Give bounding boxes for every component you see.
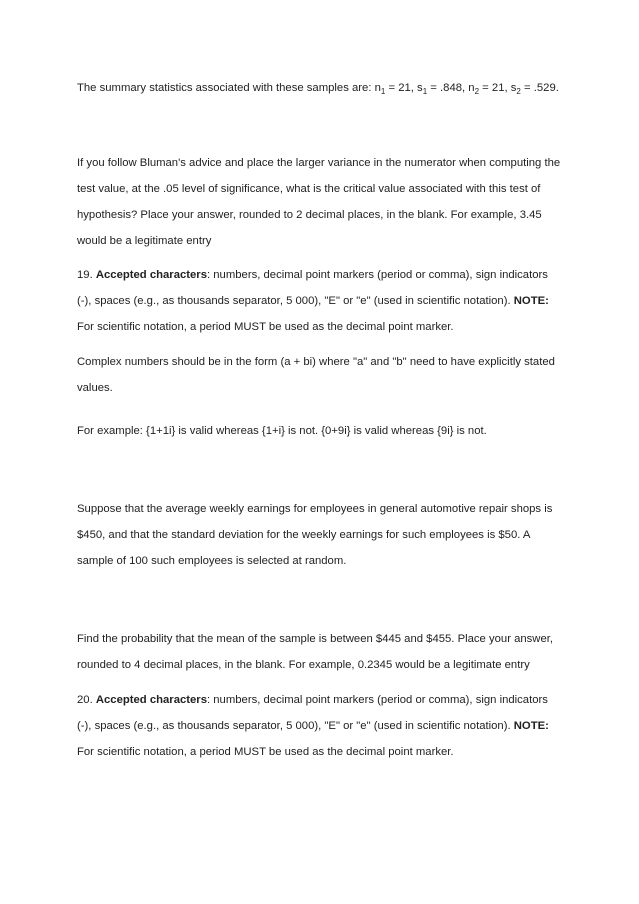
q19-rules-line-3: For scientific notation, a period MUST be used as the decimal point marker. bbox=[77, 321, 454, 333]
s2-subscript: 2 bbox=[516, 87, 521, 96]
q19-prompt-line-4: would be a legitimate entry bbox=[77, 235, 212, 247]
q19-note-label: NOTE: bbox=[513, 295, 549, 307]
q20-accepted-label: Accepted characters bbox=[95, 694, 207, 706]
q20-number: 20. bbox=[77, 694, 96, 706]
q20-prompt-line-1: Find the probability that the mean of the sample is between $445 and $455. Place your answer, bbox=[77, 633, 554, 645]
q20-rules-text: : numbers, decimal point markers (period or comma), sign indicators bbox=[207, 694, 548, 706]
summary-statistics-line bbox=[77, 75, 577, 101]
n1-subscript: 1 bbox=[380, 87, 386, 96]
q19-prompt-line-1: If you follow Bluman's advice and place the larger variance in the numerator when computing the bbox=[77, 157, 561, 169]
q20-context-line-1: Suppose that the average weekly earnings for employees in general automotive repair shops is bbox=[77, 503, 553, 515]
q20-rules-text-2: (-), spaces (e.g., as thousands separator, 5 000), "E" or "e" (used in scientific notation). bbox=[77, 720, 514, 732]
q19-prompt-line-3: hypothesis? Place your answer, rounded to 2 decimal places, in the blank. For example, 3.45 bbox=[77, 209, 542, 221]
q20-rules-line-1 bbox=[77, 687, 577, 713]
q20-note-label: NOTE: bbox=[513, 720, 549, 732]
q20-context-line-3: sample of 100 such employees is selected at random. bbox=[77, 555, 347, 567]
q19-rules-line-2 bbox=[77, 288, 577, 314]
complex-example: For example: {1+1i} is valid whereas {1+i} is not. {0+9i} is valid whereas {9i} is not. bbox=[77, 425, 487, 437]
q20-rules-line-2 bbox=[77, 713, 577, 739]
q19-accepted-label: Accepted characters bbox=[95, 269, 207, 281]
q19-rules-text-2: (-), spaces (e.g., as thousands separator, 5 000), "E" or "e" (used in scientific notation). bbox=[77, 295, 514, 307]
q19-prompt-line-2: test value, at the .05 level of significance, what is the critical value associated with this test of bbox=[77, 183, 541, 195]
n2-subscript: 2 bbox=[474, 87, 480, 96]
q19-rules-text: : numbers, decimal point markers (period or comma), sign indicators bbox=[207, 269, 548, 281]
complex-line-2: values. bbox=[77, 382, 113, 394]
s1-subscript: 1 bbox=[422, 87, 428, 96]
q20-context-line-2: $450, and that the standard deviation for the weekly earnings for such employees is $50. A bbox=[77, 529, 531, 541]
n2-value: = 21, s bbox=[479, 82, 517, 94]
n1-value: = 21, s bbox=[385, 82, 423, 94]
q20-rules-line-3: For scientific notation, a period MUST be used as the decimal point marker. bbox=[77, 746, 454, 758]
q20-prompt-line-2: rounded to 4 decimal places, in the blank. For example, 0.2345 would be a legitimate entry bbox=[77, 659, 530, 671]
s1-value: = .848, n bbox=[427, 82, 475, 94]
q19-number: 19. bbox=[77, 269, 96, 281]
summary-prefix: The summary statistics associated with these samples are: n bbox=[77, 82, 381, 94]
complex-line-1: Complex numbers should be in the form (a + bi) where "a" and "b" need to have explicitly stated bbox=[77, 356, 555, 368]
s2-value: = .529. bbox=[520, 82, 559, 94]
q19-rules-line-1 bbox=[77, 262, 577, 288]
